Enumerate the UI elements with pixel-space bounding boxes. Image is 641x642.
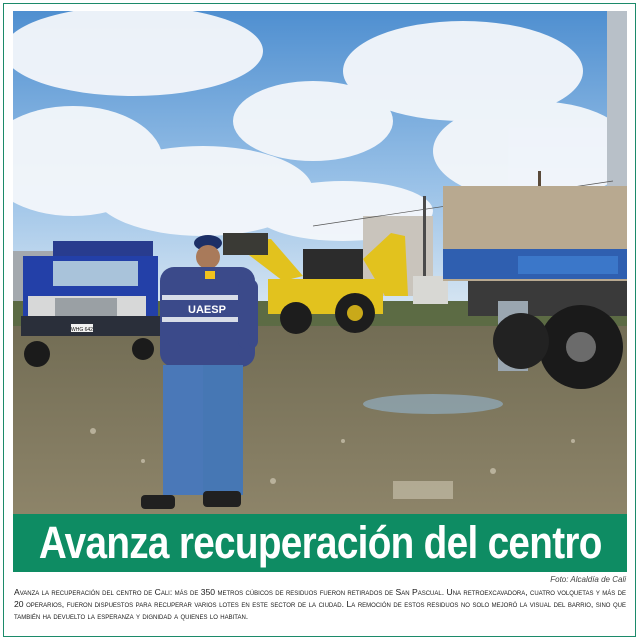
cleanup-scene-illustration [13,11,627,514]
photo-credit: Foto: Alcaldía de Cali [550,575,626,584]
headline-banner [13,514,627,572]
vest-label: UAESP [188,304,226,316]
article-paragraph: Avanza la recuperación del centro de Cali: más de 350 metros cúbicos de residuos fueron retirados de San Pascual. Una retroexcavadora, cuatro volquetas y más de 20 operarios, fueron dispuestos para recuperar varios lotes en este sector de la ciudad. La remoción de estos residuos no solo mejoró la visual del barrio, sino que también ha devuelto la esperanza y dignidad a quienes lo habitan. [14,587,626,621]
news-photo [13,11,627,514]
license-plate: WHG 642 [71,327,93,333]
headline-text: Avanza recuperación del centro [38,517,602,568]
article-body [14,586,626,622]
